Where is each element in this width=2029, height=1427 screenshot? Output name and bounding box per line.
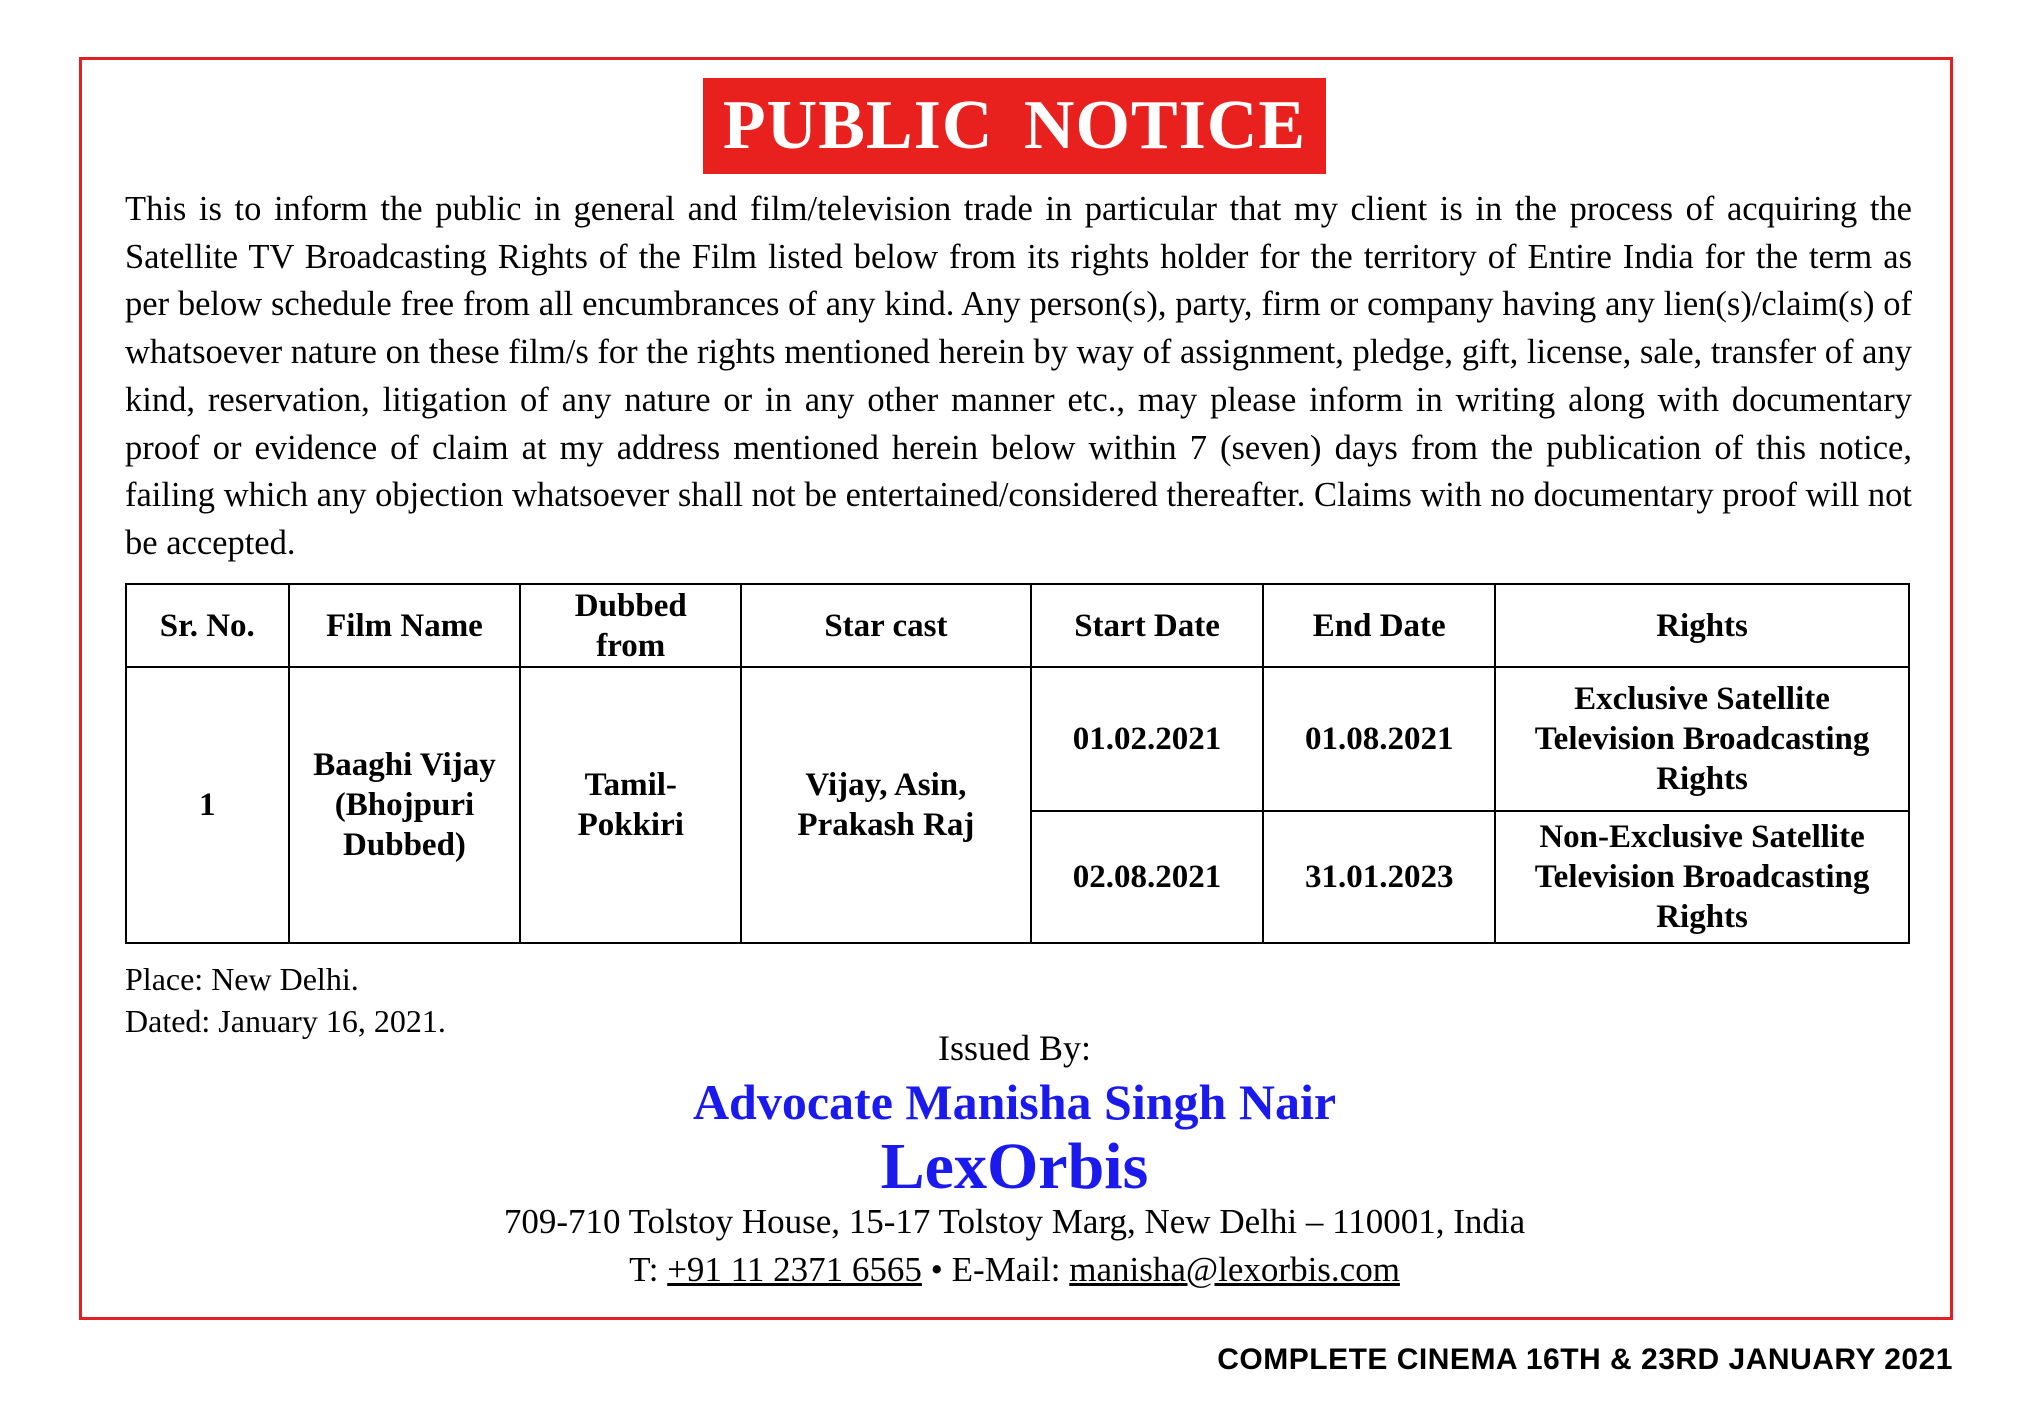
cell-end-date-2: 31.01.2023 — [1263, 811, 1495, 943]
header-film-name: Film Name — [289, 584, 521, 667]
cell-dubbed-from-text: Tamil-Pokkiri — [577, 767, 684, 843]
contact-line — [0, 1248, 2029, 1292]
advocate-name: Advocate Manisha Singh Nair — [692, 1074, 1337, 1130]
header-dubbed-from — [520, 584, 741, 667]
cell-rights-2-text: Non-Exclusive Satellite Television Broadcasting Rights — [1534, 819, 1870, 935]
cell-rights-1-text: Exclusive Satellite Television Broadcasting Rights — [1534, 681, 1870, 797]
cell-star-cast-text: Vijay, Asin, Prakash Raj — [797, 767, 975, 843]
cell-start-date-2: 02.08.2021 — [1031, 811, 1264, 943]
cell-rights-2 — [1495, 811, 1909, 943]
cell-star-cast — [741, 667, 1031, 943]
place-line: Place: New Delhi. — [125, 961, 359, 997]
cell-end-date-1: 01.08.2021 — [1263, 667, 1495, 811]
header-sr-no: Sr. No. — [126, 584, 289, 667]
email-label: E-Mail: — [951, 1250, 1061, 1289]
dated-line: Dated: January 16, 2021. — [125, 1003, 446, 1039]
film-rights-table — [125, 583, 1910, 944]
cell-film-name-text: Baaghi Vijay (Bhojpuri Dubbed) — [313, 747, 496, 863]
notice-title: PUBLIC NOTICE — [703, 78, 1326, 174]
header-start-date: Start Date — [1031, 584, 1264, 667]
cell-film-name — [289, 667, 521, 943]
phone-link[interactable]: +91 11 2371 6565 — [667, 1250, 922, 1289]
table-header-row — [126, 584, 1909, 667]
cell-sr-no: 1 — [126, 667, 289, 943]
email-link[interactable]: manisha@lexorbis.com — [1069, 1250, 1400, 1289]
firm-address: 709-710 Tolstoy House, 15-17 Tolstoy Marg, New Delhi – 110001, India — [503, 1202, 1526, 1241]
cell-rights-1 — [1495, 667, 1909, 811]
publication-footer: COMPLETE CINEMA 16TH & 23RD JANUARY 2021 — [1217, 1343, 1953, 1376]
table-row — [126, 667, 1909, 811]
header-dubbed-from-text: Dubbed from — [574, 587, 687, 664]
header-star-cast: Star cast — [741, 584, 1031, 667]
header-rights: Rights — [1495, 584, 1909, 667]
contact-separator: • — [930, 1250, 943, 1289]
header-end-date: End Date — [1263, 584, 1495, 667]
notice-body: This is to inform the public in general and film/television trade in particular that my client is in the process of acquiring the Satellite TV Broadcasting Rights of the Film listed below from its rights holder for the territory of Entire India for the term as per below schedule free from all encumbrances of any kind. Any person(s), party, firm or company having any lien(s)/claim(s) of whatsoever nature on these film/s for the rights mentioned herein by way of assignment, pledge, gift, license, sale, transfer of any kind, reservation, litigation of any nature or in any other manner etc., may please inform in writing along with documentary proof or evidence of claim at my address mentioned herein below within 7 (seven) days from the publication of this notice, failing which any objection whatsoever shall not be entertained/considered thereafter. Claims with no documentary proof will not be accepted. — [125, 190, 1912, 562]
cell-start-date-1: 01.02.2021 — [1031, 667, 1264, 811]
phone-label: T: — [629, 1250, 659, 1289]
cell-dubbed-from — [520, 667, 741, 943]
firm-name: LexOrbis — [880, 1130, 1149, 1203]
issued-by-label: Issued By: — [938, 1028, 1091, 1068]
